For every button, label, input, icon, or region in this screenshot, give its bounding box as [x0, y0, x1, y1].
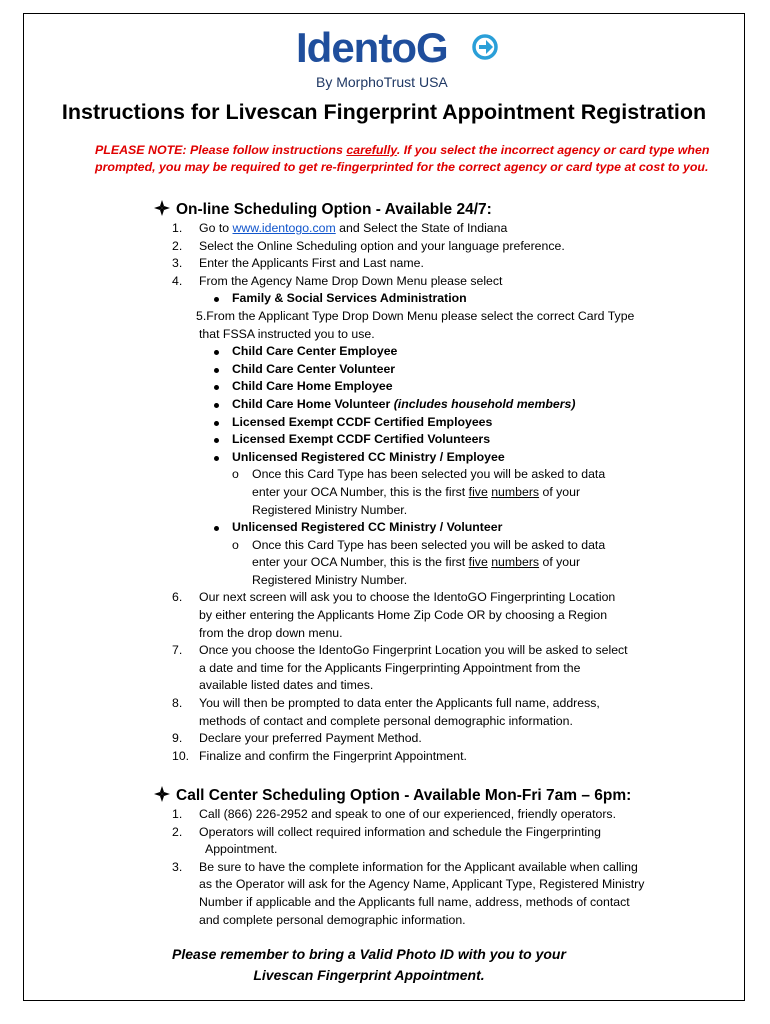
bullet-icon [214, 456, 219, 461]
identogo-logo [296, 26, 506, 96]
page-title: Instructions for Livescan Fingerprint Appointment Registration [61, 100, 707, 124]
call-step-1: 1. Call (866) 226-2952 and speak to one of our experienced, friendly operators. [172, 807, 616, 821]
card-type-item: Unlicensed Registered CC Ministry / Employee [172, 449, 732, 467]
bullet-icon [214, 526, 219, 531]
card-type-item: Licensed Exempt CCDF Certified Employees [172, 414, 732, 432]
logo-tagline: By MorphoTrust USA [316, 74, 448, 90]
step-10: 10. Finalize and confirm the Fingerprint Appointment. [172, 748, 467, 763]
bullet-icon [214, 297, 219, 302]
bullet-icon [214, 421, 219, 426]
call-steps-list [172, 806, 732, 929]
document-page [23, 13, 745, 1001]
step-9: 9. Declare your preferred Payment Method. [172, 731, 422, 746]
bullet-icon [214, 385, 219, 390]
call-step-3: 3. Be sure to have the complete information for the Applicant available when calling as the Operator will ask for the Agency Name, Applicant Type, Registered Ministry Number if applicable and the Applicants full name, address, methods of contact and complete personal demographic information. [172, 859, 645, 927]
step-2: 2. Select the Online Scheduling option and your language preference. [172, 238, 565, 253]
step-4: 4. From the Agency Name Drop Down Menu please select [172, 273, 503, 288]
step-7: 7. Once you choose the IdentoGo Fingerprint Location you will be asked to select a date and time for the Applicants Fingerprinting Appointment from the available listed dates and times. [172, 643, 628, 693]
identogo-link[interactable]: www.identogo.com [232, 221, 336, 235]
photo-id-reminder: Please remember to bring a Valid Photo ID with you to your Livescan Fingerprint Appointment. [172, 946, 566, 983]
bullet-icon [214, 350, 219, 355]
bullet-icon [214, 368, 219, 373]
step-6: 6. Our next screen will ask you to choose the IdentoGO Fingerprinting Location by either entering the Applicants Home Zip Code OR by choosing a Region from the drop down menu. [172, 590, 616, 640]
logo-word-idento: Idento [296, 24, 416, 71]
bullet-icon [214, 438, 219, 443]
card-type-item: Licensed Exempt CCDF Certified Volunteers [172, 431, 732, 449]
step-3: 3. Enter the Applicants First and Last name. [172, 256, 424, 271]
diamond-bullet-icon [154, 786, 170, 802]
call-section-heading: Call Center Scheduling Option - Available Mon-Fri 7am – 6pm: [154, 786, 631, 805]
oca-note: o Once this Card Type has been selected you will be asked to data enter your OCA Number, this is the first five numbers of your Registered Ministry Number. [232, 467, 606, 517]
online-steps-list [172, 220, 732, 765]
logo-word-g: G [415, 24, 448, 71]
card-type-item: Child Care Center Volunteer [172, 361, 732, 379]
step-5-continued: that FSSA instructed you to use. [199, 326, 375, 341]
step-8: 8. You will then be prompted to data enter the Applicants full name, address, methods of contact and complete personal demographic information. [172, 696, 600, 728]
step-5: 5.From the Applicant Type Drop Down Menu please select the correct Card Type [196, 308, 635, 323]
call-step-2: 2. Operators will collect required information and schedule the Fingerprinting Appointment. [172, 824, 601, 857]
card-type-item: Unlicensed Registered CC Ministry / Volunteer [172, 519, 732, 537]
card-type-item: Child Care Center Employee [172, 343, 732, 361]
diamond-bullet-icon [154, 200, 170, 216]
agency-item: Family & Social Services Administration [172, 290, 732, 308]
bullet-icon [214, 403, 219, 408]
card-type-item: Child Care Home Volunteer (includes household members) [172, 396, 732, 414]
oca-note: o Once this Card Type has been selected you will be asked to data enter your OCA Number, this is the first five numbers of your Registered Ministry Number. [232, 537, 606, 587]
online-section-heading: On-line Scheduling Option - Available 24/7: [154, 200, 492, 219]
card-type-item: Child Care Home Employee [172, 378, 732, 396]
step-1: 1. Go to www.identogo.com and Select the State of Indiana [172, 221, 508, 235]
logo-arrow-circle-icon [472, 34, 498, 60]
warning-note: PLEASE NOTE: Please follow instructions carefully. If you select the incorrect agency or card type when prompted, you may be required to get re-fingerprinted for the correct agency or card type at cost to you. [95, 143, 710, 174]
